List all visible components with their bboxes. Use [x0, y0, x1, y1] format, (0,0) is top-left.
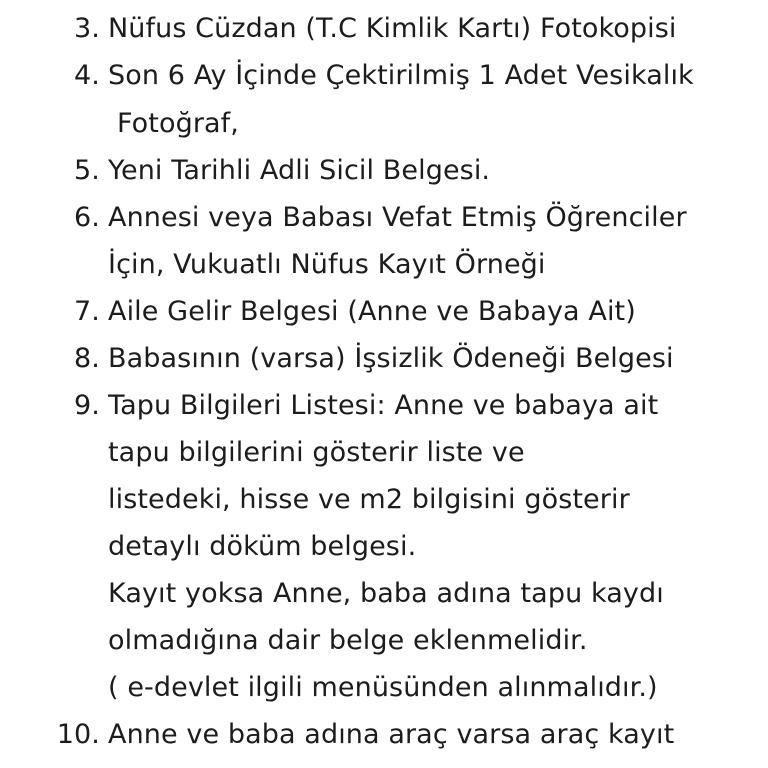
list-item-number: 9. — [74, 390, 100, 421]
list-item-text-continuation: Kayıt yoksa Anne, baba adına tapu kaydı — [108, 578, 664, 609]
list-item-number: 8. — [74, 343, 100, 374]
list-item-text-continuation: Fotoğraf, — [117, 108, 239, 139]
list-item-text: Anne ve baba adına araç varsa araç kayıt — [108, 719, 675, 750]
list-item-text: Annesi veya Babası Vefat Etmiş Öğrenciler — [108, 202, 687, 233]
list-item-text-continuation: detaylı döküm belgesi. — [108, 531, 417, 562]
list-item-number: 3. — [74, 13, 100, 44]
list-item-text: Nüfus Cüzdan (T.C Kimlik Kartı) Fotokopisi — [108, 13, 677, 44]
list-item-text-continuation: olmadığına dair belge eklenmelidir. — [108, 625, 588, 656]
list-item-text-continuation: tapu bilgilerini gösterir liste ve — [108, 437, 525, 468]
list-item-number: 4. — [74, 60, 100, 91]
list-item-text-continuation: İçin, Vukuatlı Nüfus Kayıt Örneği — [108, 249, 546, 280]
list-item-number: 6. — [74, 202, 100, 233]
list-item-number: 7. — [74, 296, 100, 327]
list-item-text: Yeni Tarihli Adli Sicil Belgesi. — [108, 155, 491, 186]
list-item-text: Babasının (varsa) İşsizlik Ödeneği Belgesi — [108, 343, 674, 374]
list-item-text: Aile Gelir Belgesi (Anne ve Babaya Ait) — [108, 296, 636, 327]
list-item-text-continuation: listedeki, hisse ve m2 bilgisini gösterir — [108, 484, 630, 515]
list-item-text-continuation: ( e-devlet ilgili menüsünden alınmalıdır.) — [108, 672, 658, 703]
list-item-number: 10. — [56, 719, 100, 750]
list-item-number: 5. — [74, 155, 100, 186]
list-item-text: Tapu Bilgileri Listesi: Anne ve babaya ait — [108, 390, 659, 421]
list-item-text: Son 6 Ay İçinde Çektirilmiş 1 Adet Vesikalık — [108, 60, 694, 91]
